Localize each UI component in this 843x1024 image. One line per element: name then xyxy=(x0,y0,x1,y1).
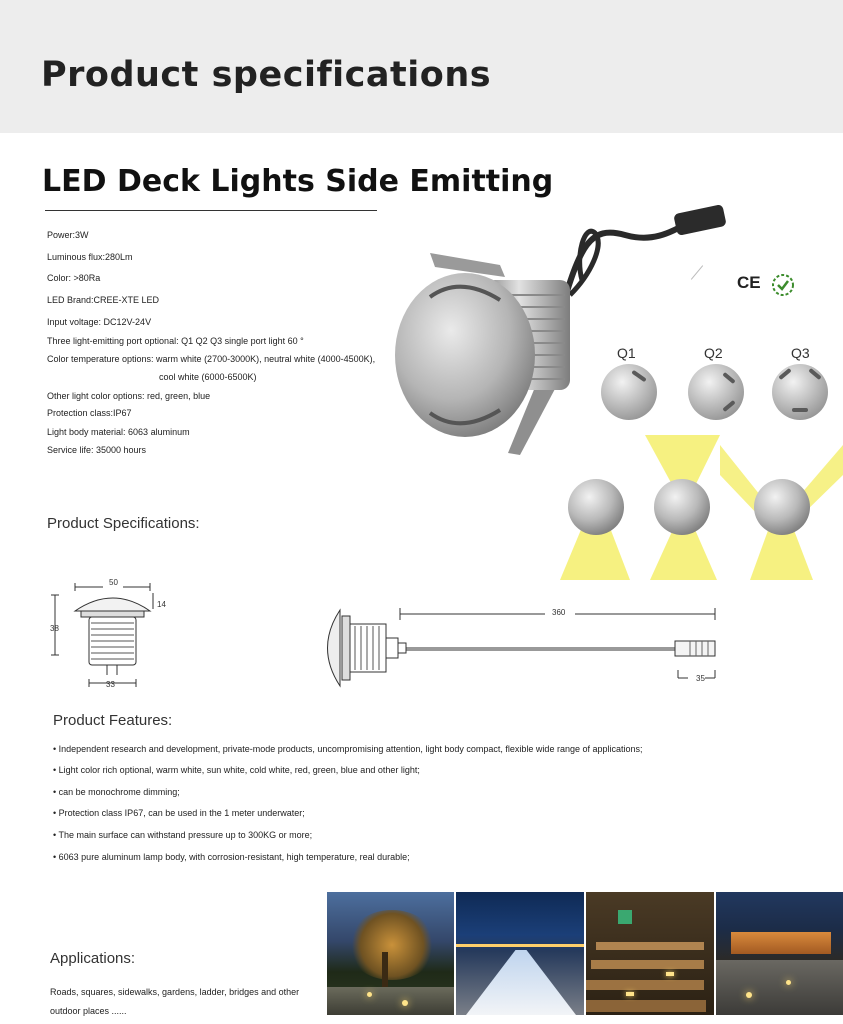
feature-text: can be monochrome dimming; xyxy=(58,787,180,797)
beam-angle-illustration xyxy=(555,435,843,585)
feature-text: Protection class IP67, can be used in the 1 meter underwater; xyxy=(58,808,305,818)
feature-text: Light color rich optional, warm white, sun white, cold white, red, green, blue and other light; xyxy=(58,765,420,775)
spec-light-port: Three light-emitting port optional: Q1 Q2 Q3 single port light 60 ° xyxy=(47,336,304,346)
page-title: Product specifications xyxy=(41,55,492,95)
spec-other-colors: Other light color options: red, green, blue xyxy=(47,391,211,401)
application-photo-garden xyxy=(327,892,454,1015)
feature-item: • 6063 pure aluminum lamp body, with corrosion-resistant, high temperature, real durable; xyxy=(53,852,410,862)
spec-led-brand: LED Brand:CREE-XTE LED xyxy=(47,295,160,305)
option-q1-label: Q1 xyxy=(617,345,636,361)
feature-item: • The main surface can withstand pressure up to 300KG or more; xyxy=(53,830,313,840)
dimension-drawing-front xyxy=(45,575,180,695)
spec-power: Power:3W xyxy=(47,230,89,240)
dim-connector-length: 35 xyxy=(696,674,705,683)
spec-material: Light body material: 6063 aluminum xyxy=(47,427,190,437)
spec-input-voltage: Input voltage: DC12V-24V xyxy=(47,317,152,327)
feature-item: • Independent research and development, private-mode products, uncompromising attention, light body compact, flexible wide range of applications; xyxy=(53,744,643,754)
applications-text-line1: Roads, squares, sidewalks, gardens, ladder, bridges and other xyxy=(50,987,300,997)
spec-luminous-flux: Luminous flux:280Lm xyxy=(47,252,133,262)
ce-mark: CE xyxy=(737,273,761,292)
application-photo-plaza xyxy=(716,892,843,1015)
spec-color-temperature: Color temperature options: warm white (2700-3000K), neutral white (4000-4500K), xyxy=(47,354,376,364)
spec-color: Color: >80Ra xyxy=(47,273,101,283)
application-photo-walkway xyxy=(456,892,584,1015)
application-photo-stairs xyxy=(586,892,714,1015)
product-title: LED Deck Lights Side Emitting xyxy=(42,164,554,199)
feature-item: • can be monochrome dimming; xyxy=(53,787,180,797)
product-image xyxy=(390,205,735,460)
spec-service-life: Service life: 35000 hours xyxy=(47,445,147,455)
feature-item: • Protection class IP67, can be used in the 1 meter underwater; xyxy=(53,808,305,818)
dim-height: 38 xyxy=(50,624,59,633)
feature-item: • Light color rich optional, warm white, sun white, cold white, red, green, blue and other light; xyxy=(53,765,420,775)
eco-check-icon xyxy=(771,273,795,297)
dimension-drawing-side xyxy=(310,598,730,688)
dim-cable-length: 360 xyxy=(552,608,566,617)
specifications-heading: Product Specifications: xyxy=(47,515,200,532)
dim-bottom-width: 33 xyxy=(106,680,115,689)
applications-text-line2: outdoor places ...... xyxy=(50,1006,127,1016)
applications-heading: Applications: xyxy=(50,950,136,967)
spec-color-temperature-cont: cool white (6000-6500K) xyxy=(159,372,257,382)
title-underline xyxy=(45,210,377,211)
option-q2-label: Q2 xyxy=(704,345,723,361)
feature-text: Independent research and development, private-mode products, uncompromising attention, light body compact, flexible wide range of applications; xyxy=(58,744,643,754)
dim-cap-height: 14 xyxy=(157,600,166,609)
feature-text: The main surface can withstand pressure up to 300KG or more; xyxy=(58,830,313,840)
option-q3-label: Q3 xyxy=(791,345,810,361)
feature-text: 6063 pure aluminum lamp body, with corrosion-resistant, high temperature, real durable; xyxy=(58,852,410,862)
option-q3-lamp xyxy=(772,364,828,420)
option-q1-lamp xyxy=(601,364,657,420)
spec-protection: Protection class:IP67 xyxy=(47,408,132,418)
option-q2-lamp xyxy=(688,364,744,420)
features-heading: Product Features: xyxy=(53,712,173,729)
dim-top-width: 50 xyxy=(109,578,118,587)
